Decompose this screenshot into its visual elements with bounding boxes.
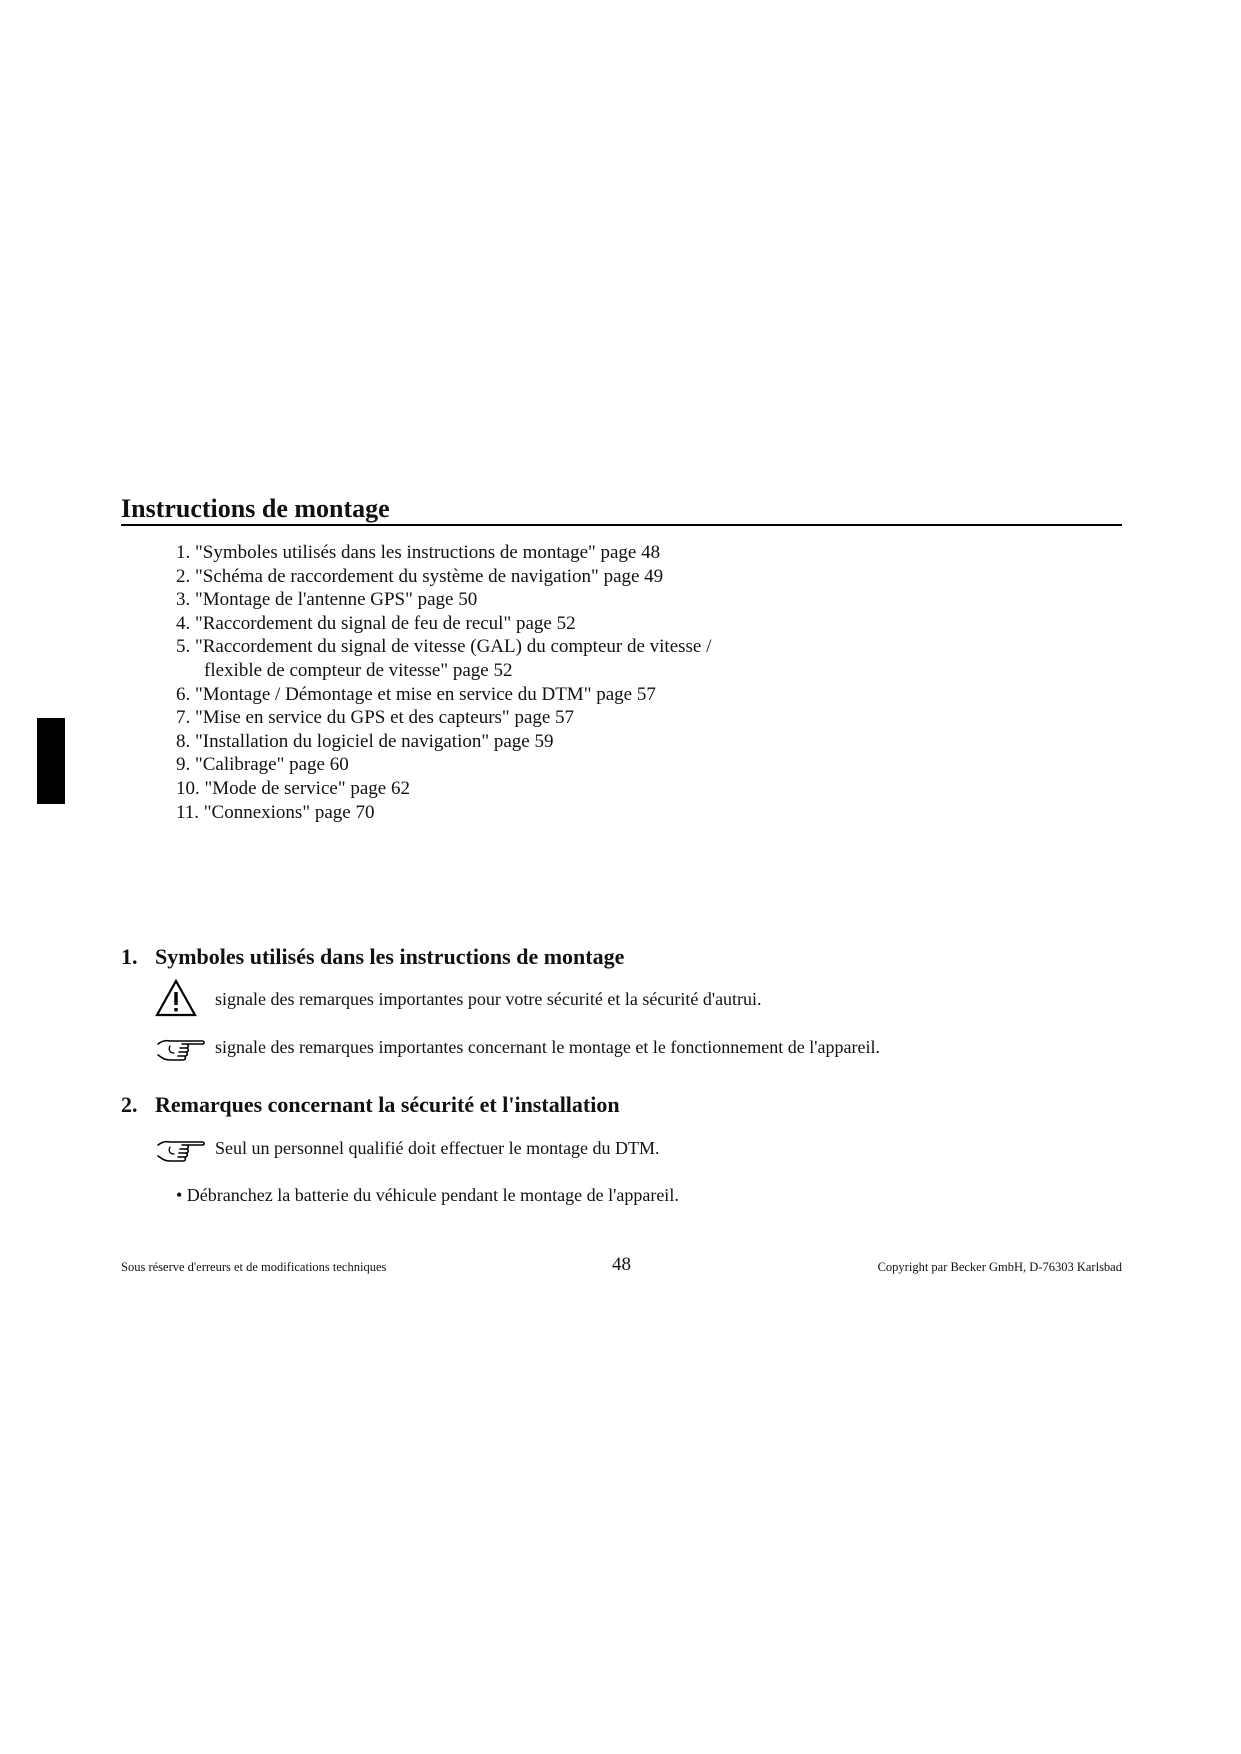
section-2-title: Remarques concernant la sécurité et l'installation: [155, 1092, 620, 1117]
warning-triangle-icon: [155, 979, 197, 1017]
toc-item[interactable]: 9. "Calibrage" page 60: [176, 754, 349, 776]
footer-copyright: Copyright par Becker GmbH, D-76303 Karlsbad: [877, 1260, 1122, 1274]
section-1-title: Symboles utilisés dans les instructions de montage: [155, 944, 625, 969]
toc-item[interactable]: 7. "Mise en service du GPS et des capteurs" page 57: [176, 707, 575, 729]
page-title: Instructions de montage: [121, 494, 1122, 526]
hint-note-text: signale des remarques importantes concernant le montage et le fonctionnement de l'appareil.: [215, 1037, 880, 1057]
toc-item[interactable]: 6. "Montage / Démontage et mise en service du DTM" page 57: [176, 683, 656, 705]
toc-item[interactable]: 10. "Mode de service" page 62: [176, 777, 410, 799]
chapter-tab-marker: [37, 718, 65, 804]
toc-item[interactable]: 1. "Symboles utilisés dans les instructions de montage" page 48: [176, 542, 661, 563]
section-2-number: 2.: [121, 1092, 138, 1117]
toc-item[interactable]: 8. "Installation du logiciel de navigation" page 59: [176, 730, 554, 752]
toc-item-continuation[interactable]: flexible de compteur de vitesse" page 52: [204, 659, 513, 681]
pointing-hand-icon: [156, 1038, 206, 1062]
footer-disclaimer: Sous réserve d'erreurs et de modifications techniques: [121, 1260, 387, 1274]
toc-item[interactable]: 4. "Raccordement du signal de feu de recul" page 52: [176, 612, 576, 634]
toc-item[interactable]: 11. "Connexions" page 70: [176, 801, 375, 823]
page-number: 48: [612, 1254, 631, 1275]
toc-item[interactable]: 5. "Raccordement du signal de vitesse (GAL) du compteur de vitesse /: [176, 636, 712, 658]
hint-note-text: Seul un personnel qualifié doit effectuer le montage du DTM.: [215, 1138, 660, 1158]
section-2-heading: [121, 1092, 620, 1118]
table-of-contents: [176, 541, 711, 824]
section-1-number: 1.: [121, 944, 138, 969]
toc-item[interactable]: 2. "Schéma de raccordement du système de navigation" page 49: [176, 565, 664, 587]
bullet-item: • Débranchez la batterie du véhicule pendant le montage de l'appareil.: [176, 1185, 679, 1205]
pointing-hand-icon: [156, 1139, 206, 1163]
section-1-heading: [121, 944, 624, 970]
toc-item[interactable]: 3. "Montage de l'antenne GPS" page 50: [176, 589, 478, 611]
warning-note-text: signale des remarques importantes pour votre sécurité et la sécurité d'autrui.: [215, 989, 762, 1009]
